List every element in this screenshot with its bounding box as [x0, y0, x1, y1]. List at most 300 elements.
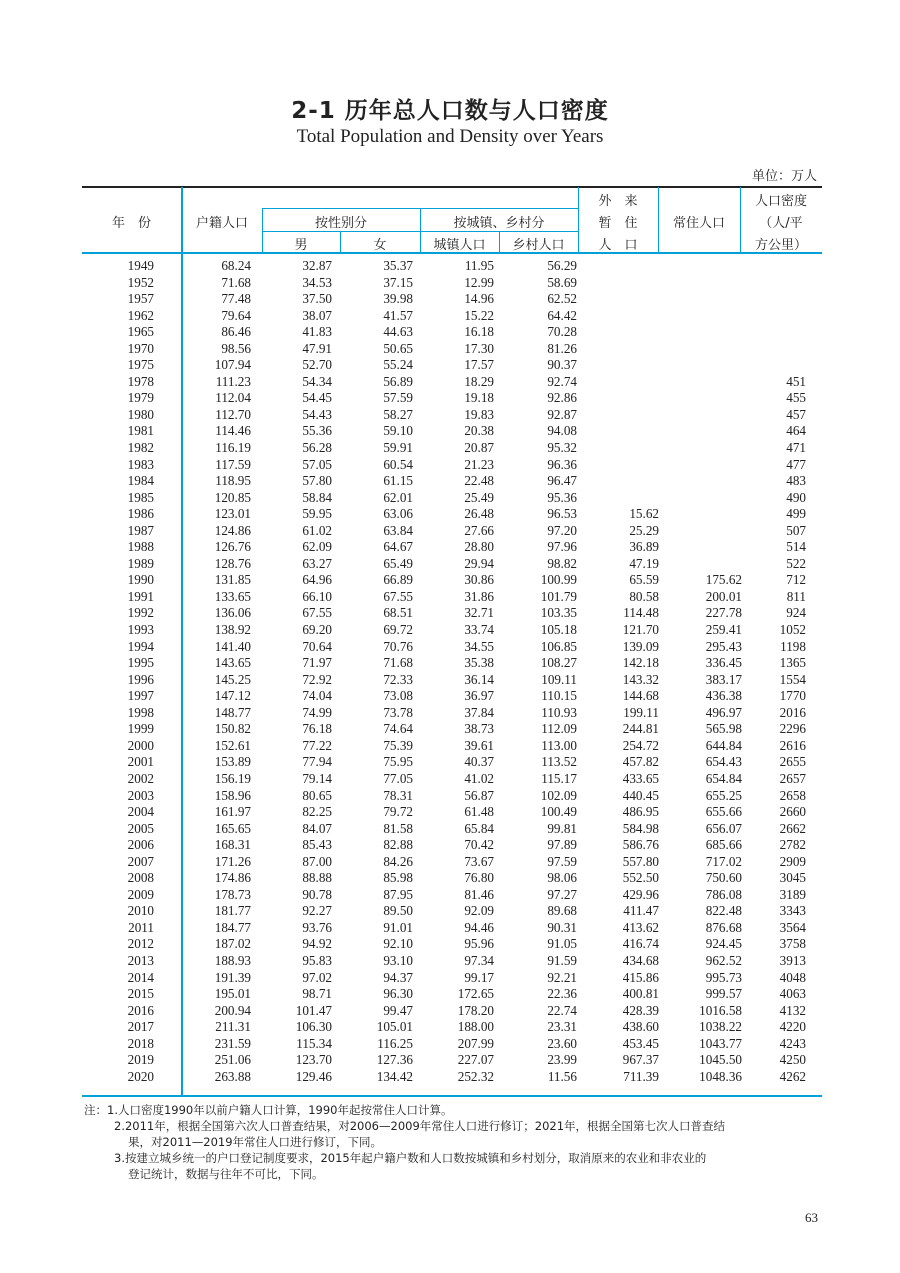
table-row: [82, 473, 808, 490]
value-cell: 123.01: [214, 506, 251, 522]
value-cell: [581, 291, 663, 308]
value-cell: 2016: [779, 704, 806, 720]
value-cell: 94.46: [464, 919, 494, 935]
value-cell: 17.30: [464, 340, 494, 356]
value-cell: 38.73: [464, 721, 494, 737]
value-cell: 65.59: [629, 572, 659, 588]
value-cell: 74.04: [302, 688, 332, 704]
value-cell: 136.06: [214, 605, 251, 621]
table-row: [82, 688, 808, 705]
value-cell: 876.68: [705, 919, 742, 935]
value-cell: 92.21: [547, 969, 577, 985]
value-cell: 138.92: [214, 622, 251, 638]
value-cell: 114.48: [623, 605, 659, 621]
year-cell: 1995: [127, 655, 154, 671]
value-cell: 121.70: [622, 622, 659, 638]
value-cell: 84.07: [302, 820, 332, 836]
value-cell: 1052: [779, 622, 806, 638]
value-cell: 143.32: [622, 671, 659, 687]
year-cell: 1987: [127, 522, 154, 538]
table-row: [82, 291, 808, 308]
value-cell: 27.66: [464, 522, 494, 538]
page-title: 2-1 历年总人口数与人口密度: [291, 98, 609, 124]
value-cell: 98.06: [547, 870, 577, 886]
value-cell: 4048: [779, 969, 806, 985]
value-cell: 143.65: [214, 655, 251, 671]
table-row: [82, 738, 808, 755]
value-cell: 57.05: [302, 456, 332, 472]
table-row: [82, 556, 808, 573]
value-cell: 129.46: [295, 1068, 332, 1084]
value-cell: 822.48: [705, 903, 742, 919]
value-cell: [663, 440, 746, 457]
value-cell: 113.00: [541, 737, 577, 753]
value-cell: 67.55: [383, 588, 413, 604]
value-cell: 654.84: [705, 770, 742, 786]
year-cell: 1982: [127, 440, 154, 456]
value-cell: 55.24: [383, 357, 413, 373]
table-row: [82, 490, 808, 507]
value-cell: 102.09: [540, 787, 577, 803]
value-cell: 95.36: [547, 489, 577, 505]
value-cell: 25.29: [629, 522, 659, 538]
value-cell: 99.17: [464, 969, 494, 985]
value-cell: 36.97: [464, 688, 494, 704]
value-cell: 685.66: [705, 837, 742, 853]
value-cell: 2909: [779, 853, 806, 869]
note-2b: 果，对2011—2019年常住人口进行修订，下同。: [128, 1135, 383, 1149]
year-cell: 2020: [127, 1068, 154, 1084]
value-cell: 4063: [779, 986, 806, 1002]
value-cell: 1554: [779, 671, 806, 687]
value-cell: 35.37: [383, 258, 413, 273]
value-cell: 84.26: [383, 853, 413, 869]
year-cell: 2018: [127, 1035, 154, 1051]
value-cell: 73.67: [464, 853, 494, 869]
value-cell: 142.18: [622, 655, 659, 671]
table-row: [82, 903, 808, 920]
header-density-3: 方公里）: [754, 238, 807, 253]
value-cell: 105.01: [376, 1019, 413, 1035]
value-cell: 110.15: [541, 688, 577, 704]
value-cell: [746, 341, 808, 358]
value-cell: 52.70: [302, 357, 332, 373]
value-cell: 75.95: [383, 754, 413, 770]
year-cell: 2010: [127, 903, 154, 919]
value-cell: 436.38: [705, 688, 742, 704]
value-cell: 158.96: [214, 787, 251, 803]
value-cell: 36.14: [464, 671, 494, 687]
value-cell: 95.96: [464, 936, 494, 952]
value-cell: 22.74: [547, 1002, 577, 1018]
year-cell: 2014: [127, 969, 154, 985]
value-cell: 39.61: [464, 737, 494, 753]
value-cell: 87.00: [302, 853, 332, 869]
value-cell: 141.40: [214, 638, 251, 654]
value-cell: 54.45: [302, 390, 332, 406]
value-cell: 21.23: [464, 456, 494, 472]
value-cell: 41.02: [464, 770, 494, 786]
value-cell: 962.52: [705, 952, 742, 968]
value-cell: 2662: [779, 820, 806, 836]
value-cell: 152.61: [214, 737, 251, 753]
value-cell: 187.02: [214, 936, 251, 952]
value-cell: 63.06: [383, 506, 413, 522]
value-cell: 116.19: [215, 440, 251, 456]
value-cell: [663, 423, 746, 440]
value-cell: 93.10: [383, 952, 413, 968]
value-cell: 34.55: [464, 638, 494, 654]
value-cell: 70.64: [302, 638, 332, 654]
value-cell: 254.72: [622, 737, 659, 753]
value-cell: 37.15: [383, 274, 413, 290]
year-cell: 1985: [127, 489, 154, 505]
year-cell: 1999: [127, 721, 154, 737]
value-cell: 227.07: [457, 1052, 494, 1068]
value-cell: 107.94: [214, 357, 251, 373]
header-registered: 户籍人口: [195, 216, 248, 231]
value-cell: 252.32: [457, 1068, 494, 1084]
value-cell: 66.10: [302, 588, 332, 604]
value-cell: 50.65: [383, 340, 413, 356]
notes: [84, 1102, 824, 1182]
year-cell: 1990: [127, 572, 154, 588]
value-cell: 438.60: [622, 1019, 659, 1035]
value-cell: 522: [786, 555, 806, 571]
value-cell: 3564: [779, 919, 806, 935]
value-cell: 81.58: [383, 820, 413, 836]
value-cell: [663, 457, 746, 474]
year-cell: 1991: [127, 588, 154, 604]
notes-label: 注：: [84, 1103, 107, 1117]
table-row: [82, 936, 808, 953]
table-row: [82, 589, 808, 606]
value-cell: 1770: [779, 688, 806, 704]
value-cell: 464: [786, 423, 806, 439]
note-1: [84, 1102, 824, 1118]
value-cell: 199.11: [623, 704, 659, 720]
value-cell: 61.48: [464, 804, 494, 820]
table-row: [82, 870, 808, 887]
population-table: [82, 258, 808, 1085]
table-row: [82, 986, 808, 1003]
value-cell: 428.39: [622, 1002, 659, 1018]
value-cell: 98.71: [302, 986, 332, 1002]
value-cell: 496.97: [705, 704, 742, 720]
value-cell: 967.37: [622, 1052, 659, 1068]
value-cell: 109.11: [541, 671, 577, 687]
value-cell: 514: [786, 539, 806, 555]
table-row: [82, 1003, 808, 1020]
year-cell: 1988: [127, 539, 154, 555]
note-3a: 3.按建立城乡统一的户口登记制度要求，2015年起户籍户数和人口数按城镇和乡村划分，取消原来的农业和非农业的: [114, 1151, 707, 1165]
value-cell: 70.28: [547, 324, 577, 340]
value-cell: 112.70: [215, 406, 251, 422]
value-cell: 126.76: [214, 539, 251, 555]
value-cell: 112.04: [215, 390, 251, 406]
value-cell: 383.17: [705, 671, 742, 687]
value-cell: 40.37: [464, 754, 494, 770]
table-row: [82, 754, 808, 771]
year-cell: 2016: [127, 1002, 154, 1018]
value-cell: 96.53: [547, 506, 577, 522]
year-cell: 1986: [127, 506, 154, 522]
value-cell: 69.20: [302, 622, 332, 638]
header-year: 年 份: [111, 216, 151, 231]
value-cell: 400.81: [622, 986, 659, 1002]
year-cell: 1997: [127, 688, 154, 704]
value-cell: 1038.22: [699, 1019, 742, 1035]
year-cell: 2007: [127, 853, 154, 869]
value-cell: 20.38: [464, 423, 494, 439]
table-row: [82, 605, 808, 622]
table-row: [82, 672, 808, 689]
value-cell: 22.48: [464, 473, 494, 489]
value-cell: 3189: [779, 886, 806, 902]
value-cell: 14.96: [464, 291, 494, 307]
value-cell: 191.39: [214, 969, 251, 985]
year-cell: 2005: [127, 820, 154, 836]
value-cell: 67.55: [302, 605, 332, 621]
value-cell: 995.73: [705, 969, 742, 985]
value-cell: 150.82: [214, 721, 251, 737]
header-floating-2: 暂 住: [598, 216, 638, 231]
year-cell: 1998: [127, 704, 154, 720]
value-cell: [663, 490, 746, 507]
value-cell: 4250: [779, 1052, 806, 1068]
value-cell: 92.27: [302, 903, 332, 919]
value-cell: 77.48: [221, 291, 251, 307]
year-cell: 1993: [127, 622, 154, 638]
header-resident: 常住人口: [672, 216, 725, 231]
table-row: [82, 390, 808, 407]
table-row: [82, 821, 808, 838]
value-cell: 415.86: [622, 969, 659, 985]
value-cell: 30.86: [464, 572, 494, 588]
value-cell: 451: [786, 373, 806, 389]
table-row: [82, 258, 808, 275]
year-cell: 1992: [127, 605, 154, 621]
value-cell: 112.09: [541, 721, 577, 737]
value-cell: 655.25: [705, 787, 742, 803]
table-row: [82, 275, 808, 292]
value-cell: 178.20: [457, 1002, 494, 1018]
value-cell: 82.88: [383, 837, 413, 853]
value-cell: 89.50: [383, 903, 413, 919]
header-floating-1: 外 来: [598, 194, 638, 209]
value-cell: 4132: [779, 1002, 806, 1018]
value-cell: 34.53: [302, 274, 332, 290]
value-cell: 81.26: [547, 340, 577, 356]
value-cell: 195.01: [214, 986, 251, 1002]
table-row: [82, 837, 808, 854]
value-cell: 101.79: [540, 588, 577, 604]
table-row: [82, 622, 808, 639]
value-cell: 2658: [779, 787, 806, 803]
table-row: [82, 407, 808, 424]
value-cell: [581, 423, 663, 440]
value-cell: 58.69: [547, 274, 577, 290]
table-row: [82, 572, 808, 589]
value-cell: 172.65: [457, 986, 494, 1002]
value-cell: 57.80: [302, 473, 332, 489]
value-cell: 811: [786, 588, 806, 604]
note-1-text: 1.人口密度1990年以前户籍人口计算，1990年起按常住人口计算。: [107, 1103, 453, 1117]
value-cell: 63.27: [302, 555, 332, 571]
table-row: [82, 854, 808, 871]
value-cell: 457: [786, 406, 806, 422]
year-cell: 2008: [127, 870, 154, 886]
value-cell: 94.37: [383, 969, 413, 985]
value-cell: 65.49: [383, 555, 413, 571]
value-cell: [663, 341, 746, 358]
value-cell: 95.83: [302, 952, 332, 968]
table-row: [82, 324, 808, 341]
value-cell: 58.84: [302, 489, 332, 505]
value-cell: 38.07: [302, 307, 332, 323]
value-cell: 145.25: [214, 671, 251, 687]
value-cell: 251.06: [214, 1052, 251, 1068]
page-number: 63: [805, 1210, 818, 1225]
value-cell: 565.98: [705, 721, 742, 737]
value-cell: 74.99: [302, 704, 332, 720]
value-cell: [663, 506, 746, 523]
value-cell: 133.65: [214, 588, 251, 604]
value-cell: 92.10: [383, 936, 413, 952]
value-cell: 54.43: [302, 406, 332, 422]
value-cell: 65.84: [464, 820, 494, 836]
value-cell: [581, 490, 663, 507]
header-female: 女: [373, 238, 387, 253]
value-cell: 655.66: [705, 804, 742, 820]
value-cell: 59.91: [383, 440, 413, 456]
year-cell: 1978: [127, 373, 154, 389]
value-cell: 200.01: [705, 588, 742, 604]
value-cell: 434.68: [622, 952, 659, 968]
value-cell: [663, 390, 746, 407]
year-cell: 1980: [127, 406, 154, 422]
value-cell: 101.47: [295, 1002, 332, 1018]
value-cell: 96.30: [383, 986, 413, 1002]
value-cell: 54.34: [302, 373, 332, 389]
year-cell: 1994: [127, 638, 154, 654]
value-cell: 717.02: [705, 853, 742, 869]
value-cell: 15.22: [464, 307, 494, 323]
value-cell: 56.89: [383, 373, 413, 389]
value-cell: 4262: [779, 1068, 806, 1084]
value-cell: 82.25: [302, 804, 332, 820]
page-subtitle: Total Population and Density over Years: [296, 126, 604, 147]
value-cell: 77.05: [383, 770, 413, 786]
year-cell: 1949: [127, 258, 154, 273]
value-cell: 64.67: [383, 539, 413, 555]
value-cell: 924: [786, 605, 806, 621]
value-cell: 96.36: [547, 456, 577, 472]
value-cell: [746, 324, 808, 341]
value-cell: 471: [786, 440, 806, 456]
value-cell: [746, 291, 808, 308]
value-cell: 3045: [779, 870, 806, 886]
value-cell: [663, 523, 746, 540]
value-cell: 3913: [779, 952, 806, 968]
value-cell: 47.91: [302, 340, 332, 356]
value-cell: 106.85: [540, 638, 577, 654]
value-cell: 63.84: [383, 522, 413, 538]
value-cell: 90.31: [547, 919, 577, 935]
value-cell: 507: [786, 522, 806, 538]
value-cell: 999.57: [705, 986, 742, 1002]
value-cell: 123.70: [295, 1052, 332, 1068]
value-cell: [663, 473, 746, 490]
value-cell: 99.47: [383, 1002, 413, 1018]
table-row: [82, 523, 808, 540]
value-cell: 20.87: [464, 440, 494, 456]
value-cell: 416.74: [622, 936, 659, 952]
value-cell: 88.88: [302, 870, 332, 886]
year-cell: 2019: [127, 1052, 154, 1068]
value-cell: 188.00: [457, 1019, 494, 1035]
value-cell: 207.99: [457, 1035, 494, 1051]
value-cell: 165.65: [214, 820, 251, 836]
year-cell: 2009: [127, 886, 154, 902]
value-cell: 453.45: [622, 1035, 659, 1051]
value-cell: 41.83: [302, 324, 332, 340]
value-cell: [581, 341, 663, 358]
value-cell: 79.14: [302, 770, 332, 786]
value-cell: 85.43: [302, 837, 332, 853]
value-cell: 440.45: [622, 787, 659, 803]
value-cell: 62.01: [383, 489, 413, 505]
value-cell: 4220: [779, 1019, 806, 1035]
value-cell: 457.82: [622, 754, 659, 770]
header-by-sex: 按性别分: [314, 216, 367, 231]
value-cell: 97.20: [547, 522, 577, 538]
value-cell: 3343: [779, 903, 806, 919]
table-row: [82, 639, 808, 656]
value-cell: [746, 308, 808, 325]
year-cell: 1975: [127, 357, 154, 373]
value-cell: [581, 457, 663, 474]
value-cell: 58.27: [383, 406, 413, 422]
value-cell: 33.74: [464, 622, 494, 638]
value-cell: 113.52: [541, 754, 577, 770]
value-cell: 644.84: [705, 737, 742, 753]
value-cell: [746, 357, 808, 374]
table-row: [82, 1019, 808, 1036]
year-cell: 2015: [127, 986, 154, 1002]
value-cell: [663, 357, 746, 374]
value-cell: 23.60: [547, 1035, 577, 1051]
value-cell: 25.49: [464, 489, 494, 505]
value-cell: 23.99: [547, 1052, 577, 1068]
header-urban: 城镇人口: [433, 238, 486, 253]
value-cell: 28.80: [464, 539, 494, 555]
year-cell: 2011: [128, 919, 154, 935]
value-cell: 148.77: [214, 704, 251, 720]
value-cell: 336.45: [705, 655, 742, 671]
value-cell: 786.08: [705, 886, 742, 902]
year-cell: 1983: [127, 456, 154, 472]
value-cell: 39.98: [383, 291, 413, 307]
value-cell: 73.08: [383, 688, 413, 704]
year-cell: 1989: [127, 555, 154, 571]
value-cell: 71.68: [221, 274, 251, 290]
value-cell: 56.29: [547, 258, 577, 273]
table-row: [82, 1069, 808, 1086]
value-cell: 184.77: [214, 919, 251, 935]
value-cell: [581, 473, 663, 490]
value-cell: 71.97: [302, 655, 332, 671]
